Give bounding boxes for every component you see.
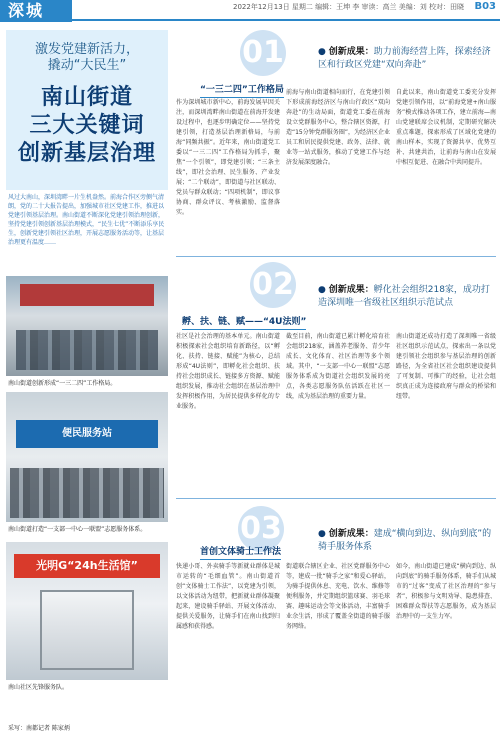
subhead-label: 创新成果： — [328, 285, 374, 295]
left-column — [6, 30, 168, 740]
article-3-title: 首创文体骑士工作法 — [200, 544, 281, 560]
article-1-column-2: 前海与南山街道相向而行，在党建引领下形成前海经济区与南山行政区“双向奔赴”的生动局面，街道党工委在前海设立党群服务中心，整合辖区资源，打造“15分钟党群服务圈”，为经济区企业员工和居民提供党建、政务、法律、就业等一站式服务，推动了党建工作与经济发展深度融合。 — [286, 89, 390, 166]
article-2-column-2: 截至目前，南山街道已累计孵化培育社会组织218家，涵盖养老服务、青少年成长、文化体育、社区治理等多个领域。其中，“一支部一中心一联盟”志愿服务体系成为街道社会组织发展的亮点，各类志愿服务队伍活跃在社区一线，成为基层治理的重要力量。 — [286, 333, 390, 400]
photo-caption-1: 南山街道创新形成“一三二四”工作格局。 — [8, 380, 117, 387]
photo-caption-3: 南山社区先锋服务队。 — [8, 684, 69, 691]
article-1-column-3: 自此以来，南山街道党工委充分发挥党建引领作用，以“前海党建+南山服务”模式推动各项工作，建立前海—南山党建联席会议机制，定期研究解决重点难题，探索形成了区域化党建的南山样本，实现了资源共享、优势互补、共建共治，让前海与南山在发展中相互促进、在融合中共同提升。 — [396, 89, 496, 166]
photo-crowd — [10, 468, 164, 518]
article-1-number: 01 — [240, 30, 286, 76]
lead-paragraph: 风过大南山，深圳湾畔一片生机盎然。前海合作区旁侧气清朗，党的二十大报告提出，加强城市社区党建工作，推进以党建引领基层治理。南山街道不断深化党建引领治理创新，坚持党建引领创新基层治理模式，“民生七优”不断添乐享民生，创新党建引领社区治理，开展志愿服务活动等，让基层治理更有温度…… — [8, 194, 165, 246]
subhead-text: 助力前海经营上阵，探索经济区和行政区党建“双向奔赴” — [318, 47, 491, 70]
article-3-number: 03 — [238, 506, 284, 552]
bullet-icon: ● — [318, 529, 326, 539]
photo-banner — [20, 284, 154, 306]
article-2-column-1: 社区是社会治理的基本单元。南山街道积极探索社会组织培育新路径，以“孵化、扶持、链接、赋能”为核心，总结形成“4U法则”，即孵化社会组织、扶持社会组织成长、链接多方资源、赋能组织发展，推动社会组织在基层治理中发挥积极作用，为居民提供多样化的专业服务。 — [176, 333, 280, 410]
divider-2 — [176, 498, 496, 499]
article-2-title: 孵、扶、链、赋——“4U法则” — [182, 314, 306, 330]
headline-pre-1: 激发党建新活力， — [34, 42, 139, 57]
page-header — [0, 0, 500, 22]
photo-board: 便民服务站 — [16, 420, 158, 448]
headline-block — [6, 30, 168, 190]
byline: 采写：南都记者 陈家炳 — [8, 725, 70, 732]
photo-conference — [6, 276, 168, 376]
article-3-subhead — [318, 528, 496, 554]
article-3-column-1: 快递小哥、外卖骑手等新就业群体是城市运转的“毛细血管”。南山街道首创“文体骑士工作法”，以党建为引领，以文体活动为纽带，把新就业群体凝聚起来，建设骑手驿站、开展文体活动、提供关爱服务，让骑手们在南山找到归属感和获得感。 — [176, 563, 280, 630]
photo-people — [16, 330, 158, 370]
subhead-label: 创新成果： — [328, 47, 374, 57]
photo-caption-2: 南山街道打造“一支部一中心一联盟”志愿服务体系。 — [8, 526, 147, 533]
article-1-column-1: 作为深圳城市新中心，前海发展早因关注，而深圳湾畔南山街道在前海开发建设过程中，也逐步明确定位——坚持党建引领，打造基层治理新格局，与前海“同频共振”。近年来，南山街道党工委以“一三二四”工作格局为抓手，聚焦“一个引领”，即党建引领；“三条主线”，即社会治理、民生服务、产业发展；“二个联动”，即街道与社区联动、党员与群众联动；“四项机制”，即议事协商、群众评议、考核激励、监督落实。 — [176, 99, 280, 216]
article-2-number: 02 — [250, 262, 296, 308]
bullet-icon: ● — [318, 47, 326, 57]
header-rule — [72, 19, 500, 21]
photo-volunteers — [6, 392, 168, 522]
headline-main-2: 三大关键词 — [29, 113, 145, 138]
subhead-text: 孵化社会组织218家，成功打造深圳唯一省级社区组织示范试点 — [318, 285, 490, 308]
article-1-subhead — [318, 46, 496, 72]
divider-1 — [176, 256, 496, 257]
article-1-title: “一三二四”工作格局 — [200, 82, 284, 98]
headline-main-1: 南山街道 — [40, 85, 133, 110]
article-2-column-3: 南山街道还成功打造了深圳唯一省级社区组织示范试点，探索出一条以党建引领社会组织参与基层治理的创新路径，为全省社区社会组织建设提供了可复制、可推广的经验，让社会组织真正成为连接政府与群众的桥梁和纽带。 — [396, 333, 496, 400]
section-tag: 深城 — [0, 0, 72, 22]
bullet-icon: ● — [318, 285, 326, 295]
article-3-column-2: 街道联合辖区企业、社区党群服务中心等，建成一批“骑手之家”和爱心驿站，为骑手提供休息、充电、饮水、维修等便利服务，并定期组织篮球赛、羽毛球赛、趣味运动会等文体活动，丰富骑手业余生活，形成了覆盖全街道的骑手服务网络。 — [286, 563, 390, 630]
headline-main-3: 创新基层治理 — [17, 141, 156, 166]
photo-storefront-sign: 光明G“24h生活馆” — [14, 554, 160, 578]
photo-service-station — [6, 542, 168, 680]
photo-storefront-door — [40, 590, 134, 670]
article-3-column-3: 如今，南山街道已建成“横向到边、纵向到底”的骑手服务体系，骑手们从城市的“过客”变成了社区治理的“参与者”，积极参与文明劝导、隐患排查、困难群众帮扶等志愿服务，成为基层治理中的一支生力军。 — [396, 563, 496, 620]
article-2-subhead — [318, 284, 496, 310]
header-info: 2022年12月13日 星期二 编辑：王坤 李 审读：高兰 美编：刘 校对：田晓 — [233, 3, 464, 11]
headline-pre-2: 撬动“大民生” — [47, 58, 127, 73]
page-number: B03 — [474, 1, 496, 12]
subhead-label: 创新成果： — [328, 529, 374, 539]
subhead-text: 建成“横向到边、纵向到底”的骑手服务体系 — [318, 529, 492, 552]
